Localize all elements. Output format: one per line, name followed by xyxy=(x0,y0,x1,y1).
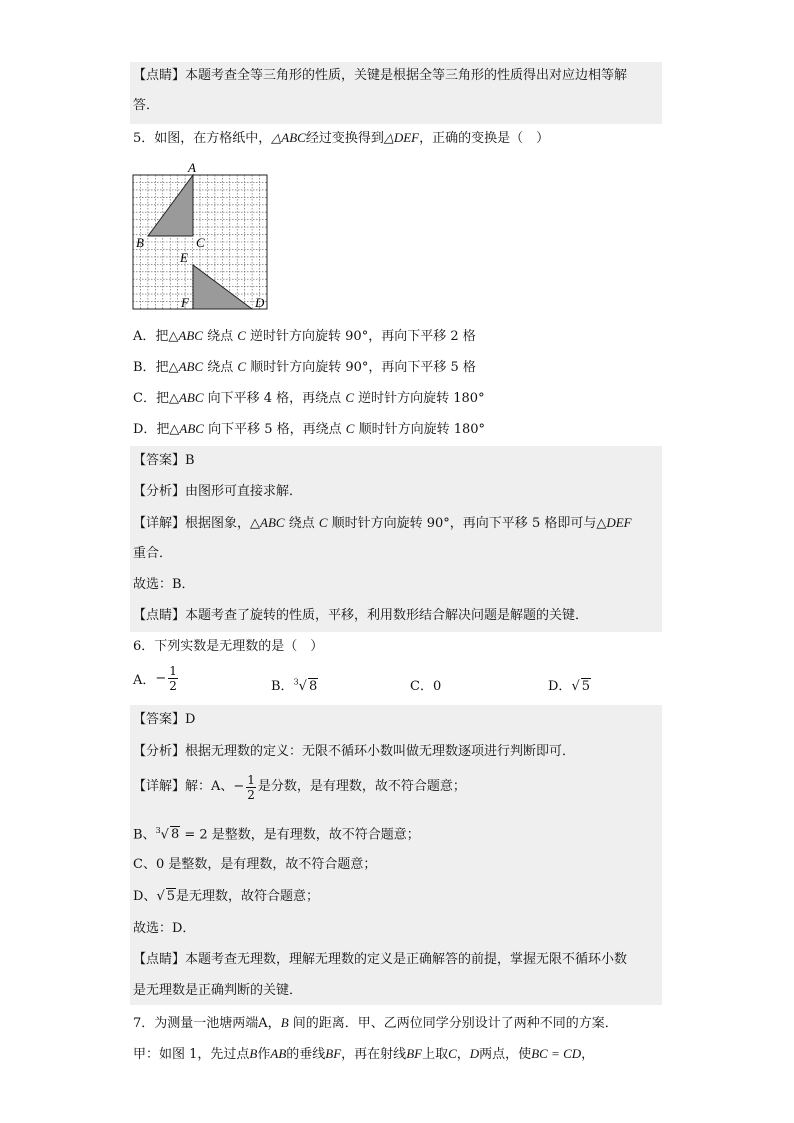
q5-answer: 【答案】B xyxy=(133,453,195,468)
q6-stem: 6．下列实数是无理数的是（ ） xyxy=(133,639,324,654)
q6-option-a: A．− $\frac{1}{2}$ xyxy=(133,664,177,693)
q5-option-c: C．把△ABC 向下平移 4 格，再绕点 C 逆时针方向旋转 180° xyxy=(133,390,485,406)
q6-answer: 【答案】D xyxy=(133,712,196,727)
q6-detail-b: B、$^3$√ 8 = 2 是整数，是有理数，故不符合题意； xyxy=(133,826,420,843)
label-a: A xyxy=(188,160,196,175)
label-d: D xyxy=(255,295,265,310)
q5-stem: 5．如图，在方格纸中，△ABC经过变换得到△DEF，正确的变换是（ ） xyxy=(133,130,550,146)
q6-choose: 故选：D． xyxy=(133,921,196,936)
q5-grid-figure xyxy=(128,160,278,315)
q6-detail-d: D、√ 5是无理数，故符合题意； xyxy=(133,889,320,904)
q6-option-b: B．$^3$√ 8 xyxy=(271,677,318,694)
radical-sign-icon: √ xyxy=(298,679,307,694)
q4-dianjing-line2: 答． xyxy=(133,98,160,113)
q6-option-d: D．√ 5 xyxy=(548,679,591,694)
radical-sign-icon: √ xyxy=(156,889,165,904)
radical-sign-icon: √ xyxy=(571,679,580,694)
q6-detail-a: 【详解】解：A、− $\frac{1}{2}$ 是分数，是有理数，故不符合题意； xyxy=(133,772,466,802)
label-b: B xyxy=(136,235,144,250)
q5-choose: 故选：B． xyxy=(133,577,195,592)
label-f: F xyxy=(181,295,189,310)
q5-analysis: 【分析】由图形可直接求解． xyxy=(133,484,303,499)
q5-detail-line2: 重合． xyxy=(133,546,173,561)
label-c: C xyxy=(196,235,205,250)
q5-dianjing: 【点睛】本题考查了旋转的性质，平移，利用数形结合解决问题是解题的关键． xyxy=(133,608,589,623)
fraction-one-half: $\frac{1}{2}$ xyxy=(169,664,177,693)
q6-analysis: 【分析】根据无理数的定义：无限不循环小数叫做无理数逐项进行判断即可． xyxy=(133,744,576,759)
q5-option-a: A．把△ABC 绕点 C 逆时针方向旋转 90°，再向下平移 2 格 xyxy=(133,328,476,344)
q5-detail-line1: 【详解】根据图象，△ABC 绕点 C 顺时针方向旋转 90°，再向下平移 5 格即可与△DEF xyxy=(133,515,632,531)
q6-detail-c: C、0 是整数，是有理数，故不符合题意； xyxy=(133,857,377,872)
q5-option-d: D．把△ABC 向下平移 5 格，再绕点 C 顺时针方向旋转 180° xyxy=(133,421,486,437)
radical-sign-icon: √ xyxy=(160,827,169,843)
q7-stem: 7．为测量一池塘两端A，B 间的距离．甲、乙两位同学分别设计了两种不同的方案． xyxy=(133,1015,618,1031)
q4-dianjing-line1: 【点睛】本题考查全等三角形的性质，关键是根据全等三角形的性质得出对应边相等解 xyxy=(133,68,628,83)
fraction-one-half: $\frac{1}{2}$ xyxy=(247,772,255,802)
q6-dianjing-line1: 【点睛】本题考查无理数，理解无理数的定义是正确解答的前提，掌握无限不循环小数 xyxy=(133,952,628,967)
q5-option-b: B．把△ABC 绕点 C 顺时针方向旋转 90°，再向下平移 5 格 xyxy=(133,359,476,375)
solution-block-q5 xyxy=(130,446,662,632)
label-e: E xyxy=(180,250,188,265)
q7-line2: 甲：如图 1，先过点B作AB的垂线BF，再在射线BF上取C，D两点，使BC = CD， xyxy=(133,1046,595,1062)
q6-dianjing-line2: 是无理数是正确判断的关键． xyxy=(133,983,303,998)
q6-option-c: C．0 xyxy=(410,679,442,694)
